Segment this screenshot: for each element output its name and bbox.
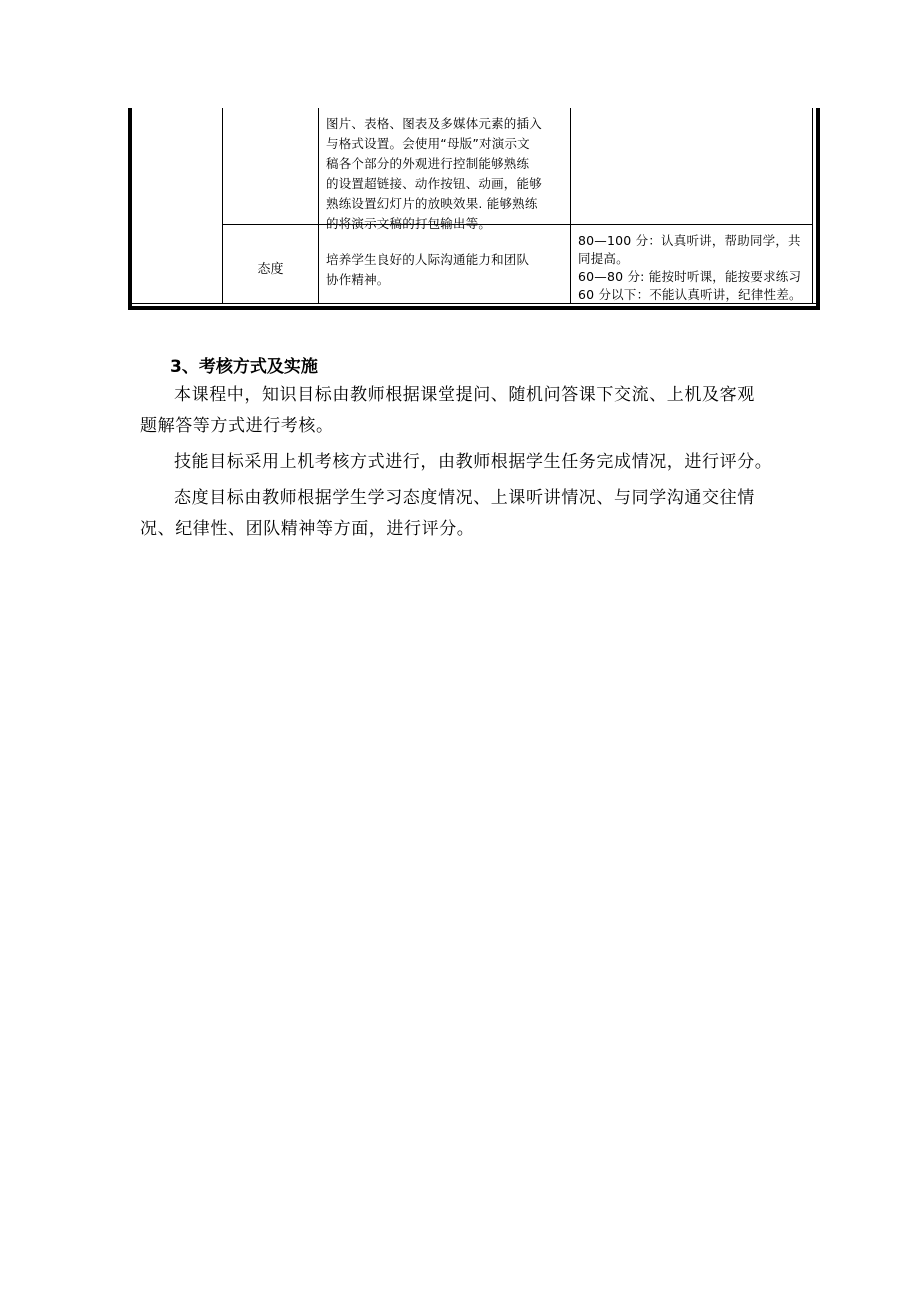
- criteria-line: 同提高。: [578, 251, 629, 266]
- row1-line: 图片、表格、图表及多媒体元素的插入: [326, 116, 542, 131]
- row2-criteria-cell: [578, 232, 812, 304]
- paragraph-line: 本课程中，知识目标由教师根据课堂提问、随机问答课下交流、上机及客观: [174, 385, 755, 405]
- row1-line: 的将演示文稿的打包输出等。: [326, 216, 492, 231]
- table-border-bottom: [128, 306, 820, 310]
- table-border-left: [128, 108, 132, 310]
- paragraph-skills: [140, 447, 790, 478]
- row2-content-cell: [326, 250, 566, 290]
- row1-line: 与格式设置。会使用“母版”对演示文: [326, 136, 530, 151]
- paragraph-line: 技能目标采用上机考核方式进行，由教师根据学生任务完成情况，进行评分。: [174, 452, 773, 472]
- column-divider-3: [570, 108, 571, 304]
- row1-line: 稿各个部分的外观进行控制能够熟练: [326, 156, 530, 171]
- row2-content-line: 协作精神。: [326, 272, 390, 287]
- paragraph-attitude: [140, 483, 790, 545]
- paragraph-line: 题解答等方式进行考核。: [140, 416, 334, 436]
- paragraph-knowledge: [140, 380, 790, 442]
- column-divider-4: [812, 108, 813, 304]
- assessment-table: [128, 108, 820, 310]
- row1-line: 熟练设置幻灯片的放映效果. 能够熟练: [326, 196, 538, 211]
- paragraph-line: 态度目标由教师根据学生学习态度情况、上课听讲情况、与同学沟通交往情: [174, 488, 755, 508]
- column-divider-2: [318, 108, 319, 304]
- table-border-right: [816, 108, 820, 310]
- criteria-line: 80—100 分：认真听讲，帮助同学，共: [578, 233, 801, 248]
- section-heading: 3、考核方式及实施: [170, 357, 318, 377]
- row1-content-cell: [326, 114, 566, 234]
- criteria-line: 60—80 分: 能按时听课，能按要求练习: [578, 269, 802, 284]
- paragraph-line: 况、纪律性、团队精神等方面，进行评分。: [140, 519, 475, 539]
- row2-content-line: 培养学生良好的人际沟通能力和团队: [326, 252, 530, 267]
- criteria-line: 60 分以下：不能认真听讲，纪律性差。: [578, 287, 802, 302]
- row1-line: 的设置超链接、动作按钮、动画，能够: [326, 176, 542, 191]
- row2-category-cell: 态度: [257, 262, 284, 277]
